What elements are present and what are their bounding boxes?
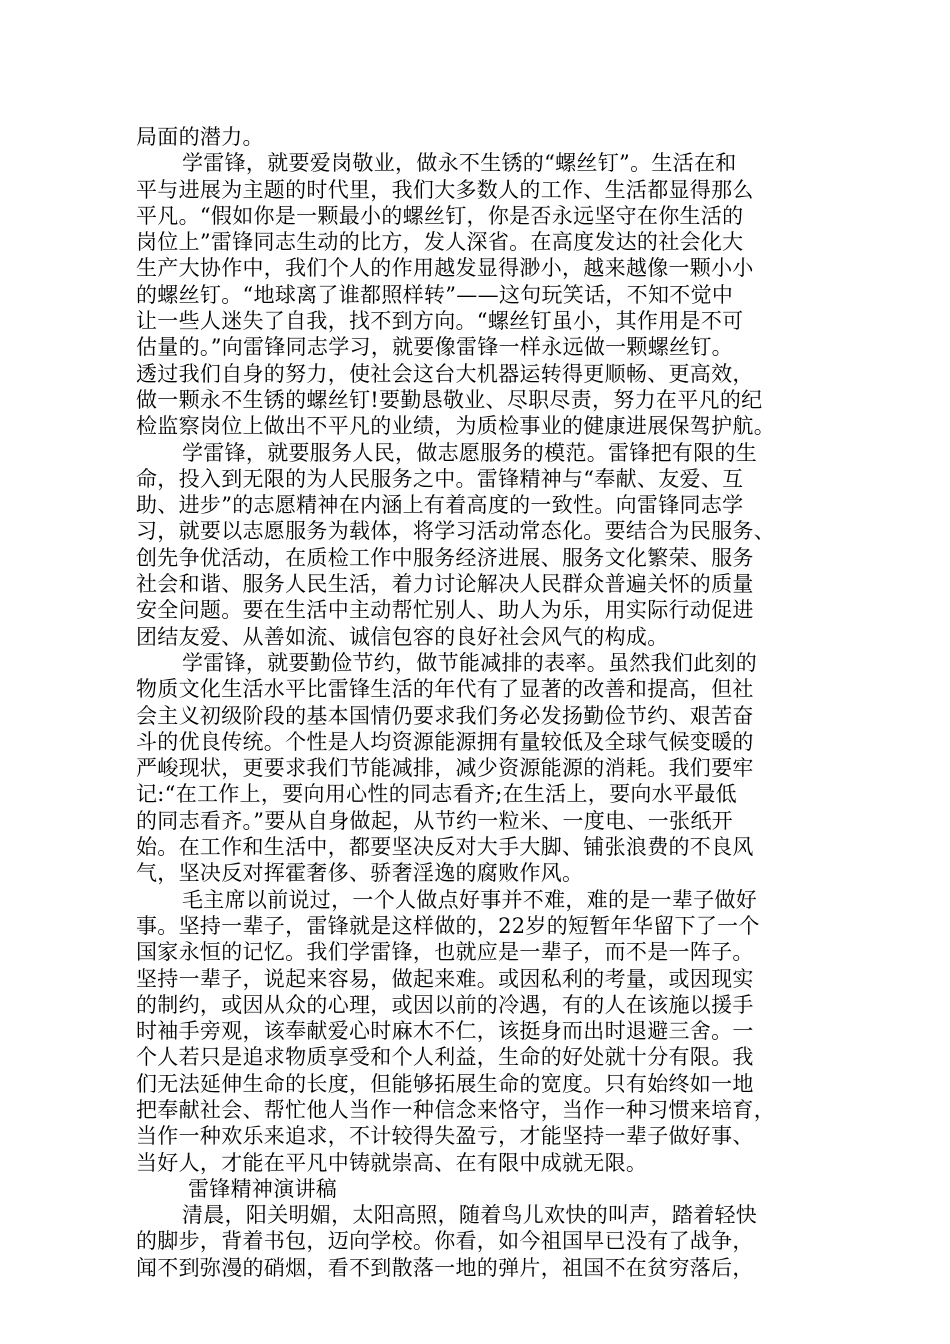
- text-line: 把奉献社会、帮忙他人当作一种信念来恪守，当作一种习惯来培育，: [136, 1097, 775, 1122]
- text-line: 助、进步”的志愿精神在内涵上有着高度的一致性。向雷锋同志学: [136, 493, 744, 518]
- text-line: 当好人，才能在平凡中铸就崇高、在有限中成就无限。: [136, 1150, 648, 1175]
- document-body: [136, 124, 826, 1281]
- text-line: 学雷锋，就要勤俭节约，做节能减排的表率。虽然我们此刻的: [182, 650, 758, 675]
- text-line: 国家永恒的记忆。我们学雷锋，也就应是一辈子，而不是一阵子。: [136, 940, 754, 965]
- text-line: 会主义初级阶段的基本国情仍要求我们务必发扬勤俭节约、艰苦奋: [136, 703, 754, 728]
- text-line: 学雷锋，就要服务人民，做志愿服务的模范。雷锋把有限的生: [182, 440, 758, 465]
- text-line: 创先争优活动，在质检工作中服务经济进展、服务文化繁荣、服务: [136, 545, 754, 570]
- text-line: 记:“在工作上，要向用心性的同志看齐;在生活上，要向水平最低: [136, 782, 737, 807]
- text-line: 当作一种欢乐来追求，不计较得失盈亏，才能坚持一辈子做好事、: [136, 1124, 754, 1149]
- text-line: 严峻现状，更要求我们节能减排，减少资源能源的消耗。我们要牢: [136, 756, 754, 781]
- text-line: 团结友爱、从善如流、诚信包容的良好社会风气的构成。: [136, 624, 669, 649]
- section-title: 雷锋精神演讲稿: [188, 1176, 338, 1201]
- text-line: 让一些人迷失了自我，找不到方向。“螺丝钉虽小，其作用是不可: [136, 309, 744, 334]
- text-line: 毛主席以前说过，一个人做点好事并不难，难的是一辈子做好: [182, 887, 758, 912]
- text-line: 们无法延伸生命的长度，但能够拓展生命的宽度。只有始终如一地: [136, 1071, 754, 1096]
- text-line: 习，就要以志愿服务为载体，将学习活动常态化。要结合为民服务、: [136, 519, 775, 544]
- text-line: 事。坚持一辈子，雷锋就是这样做的，22岁的短暂年华留下了一个: [136, 913, 760, 938]
- text-line: 社会和谐、服务人民生活，着力讨论解决人民群众普遍关怀的质量: [136, 572, 754, 597]
- text-line: 做一颗永不生锈的螺丝钉!要勤恳敬业、尽职尽责，努力在平凡的纪: [136, 387, 763, 412]
- text-line: 生产大协作中，我们个人的作用越发显得渺小，越来越像一颗小小: [136, 256, 754, 281]
- text-line: 估量的。”向雷锋同志学习，就要像雷锋一样永远做一颗螺丝钉。: [136, 335, 733, 360]
- text-line: 学雷锋，就要爱岗敬业，做永不生锈的“螺丝钉”。生活在和: [182, 151, 737, 176]
- text-line: 始。在工作和生活中，都要坚决反对大手大脚、铺张浪费的不良风: [136, 835, 754, 860]
- text-line: 的脚步，背着书包，迈向学校。你看，如今祖国早已没有了战争，: [136, 1229, 754, 1254]
- text-line: 的螺丝钉。“地球离了谁都照样转”——这句玩笑话，不知不觉中: [136, 282, 734, 307]
- text-line: 闻不到弥漫的硝烟，看不到散落一地的弹片，祖国不在贫穷落后，: [136, 1255, 754, 1280]
- text-line: 的同志看齐。”要从自身做起，从节约一粒米、一度电、一张纸开: [136, 808, 733, 833]
- text-line: 命，投入到无限的为人民服务之中。雷锋精神与“奉献、友爱、互: [136, 466, 744, 491]
- text-line: 时袖手旁观，该奉献爱心时麻木不仁，该挺身而出时退避三舍。一: [136, 1019, 754, 1044]
- text-line: 坚持一辈子，说起来容易，做起来难。或因私利的考量，或因现实: [136, 966, 754, 991]
- text-line: 气，坚决反对挥霍奢侈、骄奢淫逸的腐败作风。: [136, 861, 584, 886]
- text-line: 透过我们自身的努力，使社会这台大机器运转得更顺畅、更高效，: [136, 361, 754, 386]
- text-line: 平与进展为主题的时代里，我们大多数人的工作、生活都显得那么: [136, 177, 754, 202]
- text-line: 平凡。“假如你是一颗最小的螺丝钉，你是否永远坚守在你生活的: [136, 203, 744, 228]
- text-line: 检监察岗位上做出不平凡的业绩，为质检事业的健康进展保驾护航。: [136, 414, 775, 439]
- text-line: 岗位上”雷锋同志生动的比方，发人深省。在高度发达的社会化大: [136, 230, 744, 255]
- text-line: 清晨，阳关明媚，太阳高照，随着鸟儿欢快的叫声，踏着轻快: [182, 1203, 758, 1228]
- text-line: 的制约，或因从众的心理，或因以前的冷遇，有的人在该施以援手: [136, 992, 754, 1017]
- text-line: 个人若只是追求物质享受和个人利益，生命的好处就十分有限。我: [136, 1045, 754, 1070]
- text-line: 斗的优良传统。个性是人均资源能源拥有量较低及全球气候变暖的: [136, 729, 754, 754]
- text-line: 安全问题。要在生活中主动帮忙别人、助人为乐，用实际行动促进: [136, 598, 754, 623]
- text-line: 物质文化生活水平比雷锋生活的年代有了显著的改善和提高，但社: [136, 677, 754, 702]
- text-line: 局面的潜力。: [136, 125, 264, 149]
